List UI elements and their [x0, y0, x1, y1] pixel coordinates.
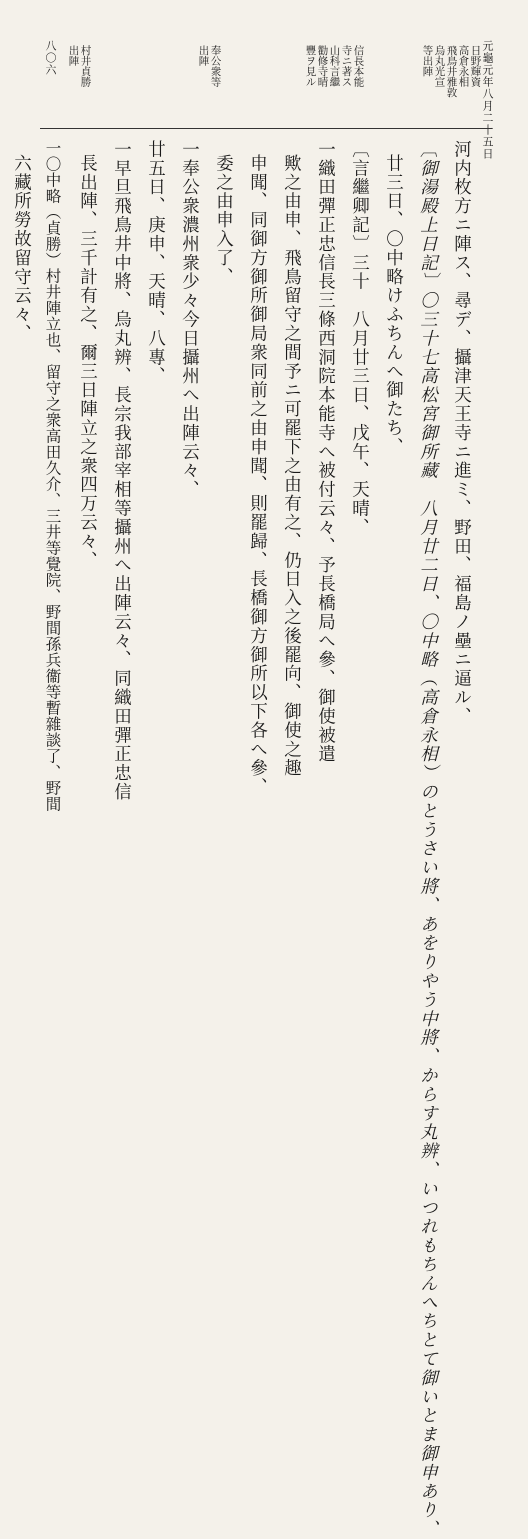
running-header-date: 元龜元年八月二十五日 [481, 40, 494, 160]
margin-note: 高倉永相 [457, 45, 470, 87]
margin-note: 寺ニ著ス [340, 45, 353, 87]
margin-note: 山科言繼 [328, 45, 341, 87]
margin-note: 烏丸光宣 [433, 45, 446, 87]
body-line: 〔御湯殿上日記〕〇三十七高松宮御所藏 八月廿二日、〇中略（高倉永相）のとうさい將、あをりやう中將、からす丸辨、いつれもちんへちとて御いとま御申あり、 [417, 140, 438, 1539]
body-line: 河内枚方ニ陣ス、尋デ、攝津天王寺ニ進ミ、野田、福島ノ壘ニ逼ル、 [451, 140, 472, 726]
body-line: 一早旦飛鳥井中將、烏丸辨、長宗我部宰相等攝州へ出陣云々、同織田彈正忠信 [111, 140, 132, 802]
margin-note: 信長本能 [352, 45, 365, 87]
body-line: 一織田彈正忠信長三條西洞院本能寺へ被付云々、予長橋局へ參、御使被遣 [315, 140, 336, 764]
body-line: 長出陣、三千計有之、爾三日陣立之衆四万云々、 [77, 154, 98, 570]
body-line: 一奉公衆濃州衆少々今日攝州へ出陣云々、 [179, 140, 200, 500]
header-rule [40, 128, 492, 129]
margin-note: 飛鳥井雅敦 [445, 45, 458, 98]
body-line: 申聞、同御方御所御局衆同前之由申聞、則罷歸、長橋御方御所以下各へ參、 [247, 154, 268, 797]
body-line: 〔言繼卿記〕三十 八月廿三日、戊午、天晴、 [349, 140, 370, 537]
margin-note: 豐ヲ見ル [304, 45, 317, 87]
margin-note: 奉公衆等 [209, 45, 222, 87]
margin-note: 出陣 [67, 45, 80, 66]
body-line: 六藏所勞故留守云々、 [11, 154, 32, 343]
body-line: 歟之由申、飛鳥留守之間予ニ可罷下之由有之、仍日入之後罷向、御使之趣 [281, 154, 302, 778]
body-line: 委之由申入了、 [213, 154, 234, 287]
body-line: 一〇中略（貞勝）村井陣立也、留守之衆高田久介、三井等覺院、野間孫兵衞等暫雜談了、野間 [43, 140, 62, 812]
margin-note: 日野輝資 [469, 45, 482, 87]
margin-note: 出陣 [197, 45, 210, 66]
body-line: 廿五日、庚申、天晴、八專、 [145, 140, 166, 386]
page-number: 八〇六 [44, 40, 57, 76]
margin-note: 勸修寺晴 [316, 45, 329, 87]
margin-note: 等出陣 [421, 45, 434, 77]
margin-note: 村井貞勝 [79, 45, 92, 87]
body-line: 廿三日、〇中略けふちんへ御たち、 [383, 154, 404, 457]
